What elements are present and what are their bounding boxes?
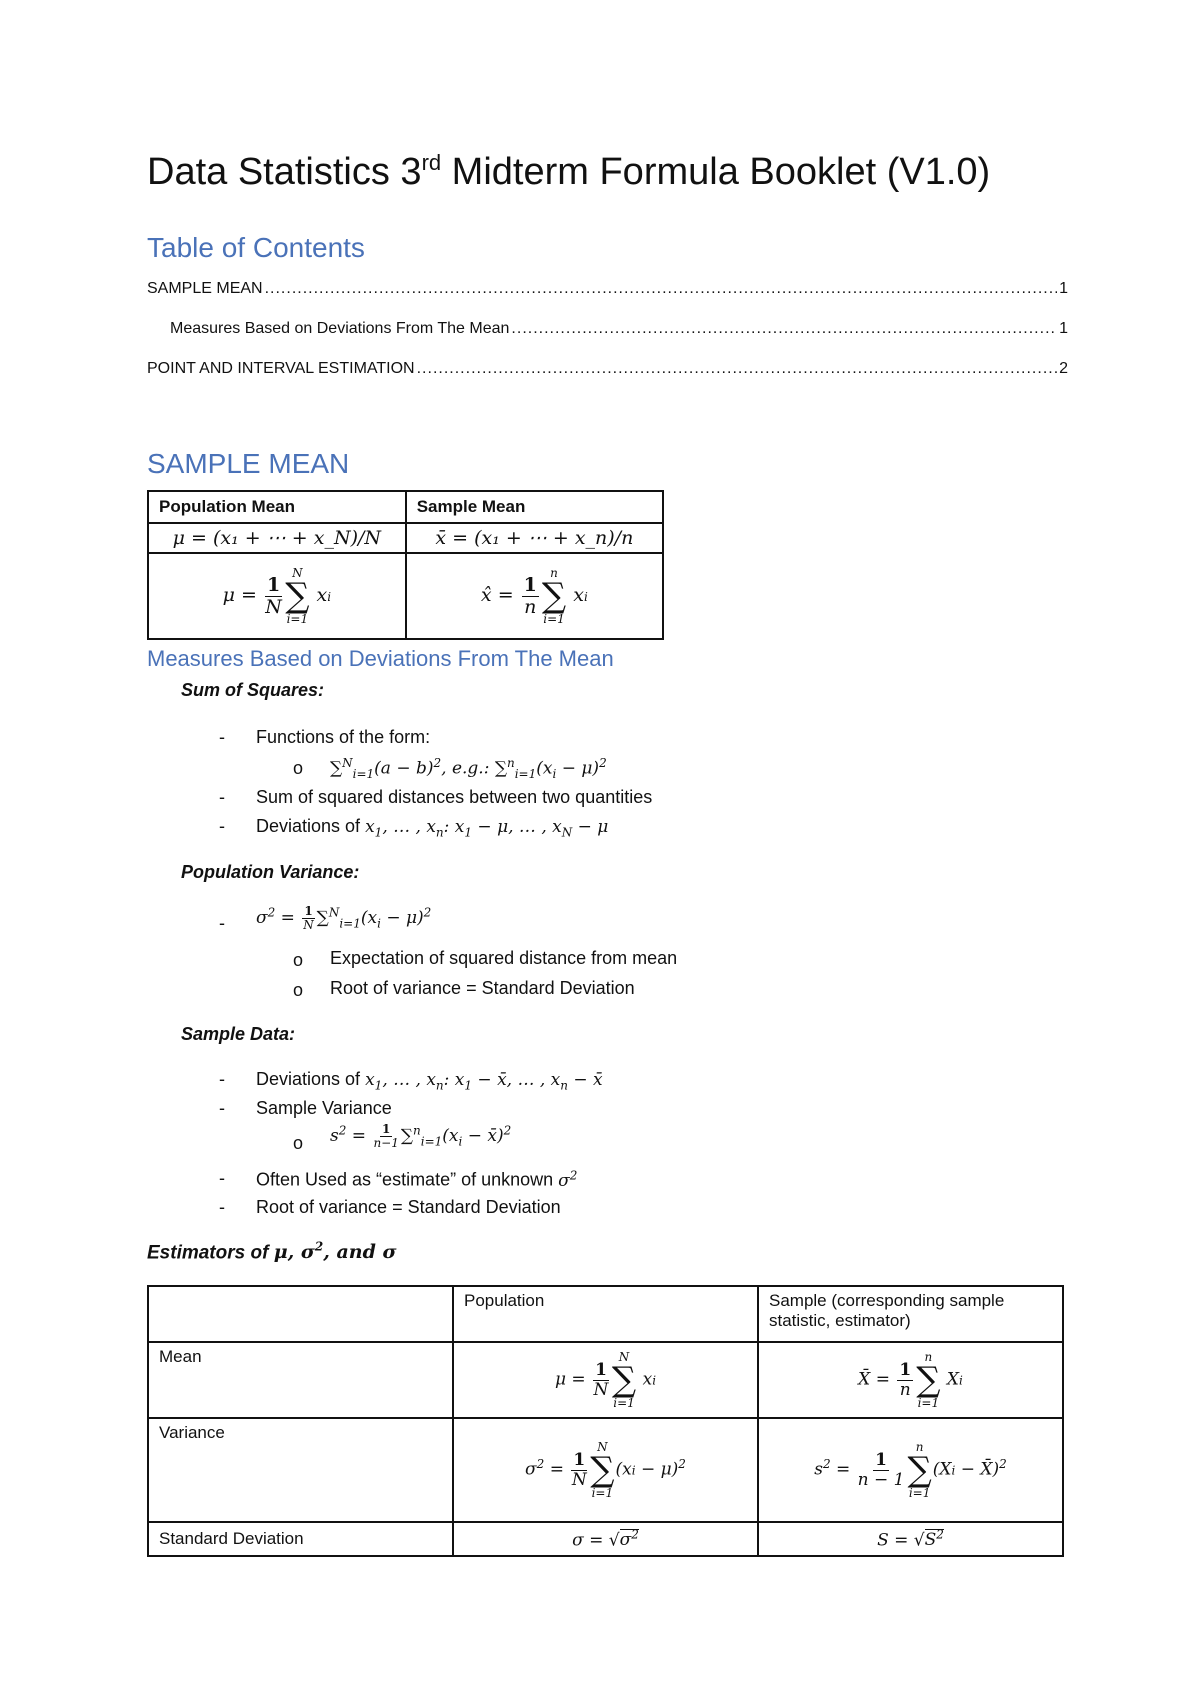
toc-entry-sample-mean[interactable]: SAMPLE MEAN ..... 1 xyxy=(147,280,1068,298)
sd-item-deviations: Deviations of $x_1$, … , $x_n$: $x_1$ − x̄, … , $x_n$ − x̄ xyxy=(256,1069,603,1093)
estimator-sample-mean: X̄ = $\frac{1}{n}$ n ∑ i=1 Xi xyxy=(758,1342,1063,1418)
sd-item-sample-variance: Sample Variance xyxy=(256,1098,392,1118)
ss-item-deviations: Deviations of $x_1$, … , $x_n$: $x_1 - \mu$, … , $x_N - \mu$ xyxy=(256,816,609,840)
estimators-row-sd: Standard Deviation xyxy=(148,1522,453,1556)
estimator-sample-variance: $s^2$ = $\frac{1}{n - 1}$ n ∑ i=1 (Xi − X̄)$^2$ xyxy=(758,1418,1063,1522)
estimator-sample-sd: $S = √S^2$ xyxy=(758,1522,1063,1556)
sd-item-estimate: Often Used as “estimate” of unknown $\sigma^2$ xyxy=(256,1168,578,1191)
estimators-row-mean: Mean xyxy=(148,1342,453,1418)
sum-of-squares-heading: Sum of Squares: xyxy=(181,680,325,700)
ss-item-squared-distances: Sum of squared distances between two quantities xyxy=(256,787,653,807)
population-mean-formula: μ = (x₁ + ⋯ + x_N)/N xyxy=(148,523,406,553)
sample-mean-sum-formula: x̂ = $\frac{1}{n}$ n ∑ i=1 xi xyxy=(406,553,663,639)
bullet-dash: - xyxy=(219,1069,225,1089)
estimators-header-population: Population xyxy=(453,1286,758,1342)
estimators-heading: Estimators of μ, $\sigma^2$, and σ xyxy=(147,1240,397,1264)
bullet-o: o xyxy=(293,758,304,778)
ss-item-functions: Functions of the form: xyxy=(256,727,431,747)
mean-table-header-sample: Sample Mean xyxy=(406,491,663,523)
sd-item-root: Root of variance = Standard Deviation xyxy=(256,1197,561,1217)
sample-data-heading: Sample Data: xyxy=(181,1024,296,1044)
estimator-population-variance: $\sigma^2$ = $\frac{1}{N}$ N ∑ i=1 (xi − μ)$^2$ xyxy=(453,1418,758,1522)
bullet-dash: - xyxy=(219,1168,225,1188)
bullet-o: o xyxy=(293,950,304,970)
estimators-corner-cell xyxy=(148,1286,453,1342)
document-title: Data Statistics 3rd Midterm Formula Booklet (V1.0) xyxy=(147,150,991,193)
toc-entry-deviations[interactable]: Measures Based on Deviations From The Mean ..... 1 xyxy=(170,320,1068,338)
mean-table xyxy=(147,490,664,640)
toc-heading: Table of Contents xyxy=(147,232,365,263)
sample-mean-formula: x̄ = (x₁ + ⋯ + x_n)/n xyxy=(406,523,663,553)
bullet-o: o xyxy=(293,980,304,1000)
bullet-dash: - xyxy=(219,787,225,807)
bullet-dash: - xyxy=(219,816,225,836)
estimators-row-variance: Variance xyxy=(148,1418,453,1522)
population-variance-heading: Population Variance: xyxy=(181,862,360,882)
population-mean-sum-formula: μ = $\frac{1}{N}$ N ∑ i=1 xi xyxy=(148,553,406,639)
population-variance-formula: $\sigma^2$ = $\frac{1}{N}$ $\sum^N_{i=1}(x_i - \mu)^2$ xyxy=(256,904,432,933)
estimators-header-sample: Sample (corresponding sample statistic, estimator) xyxy=(758,1286,1063,1342)
toc-entry-estimation[interactable]: POINT AND INTERVAL ESTIMATION ..... 2 xyxy=(147,360,1068,378)
bullet-dash: - xyxy=(219,1197,225,1217)
sample-variance-formula: $s^2$ = $\frac{1}{n-1}$ $\sum^n_{i=1}(x_i$ − x̄)$^2$ xyxy=(330,1122,512,1151)
mean-table-header-population: Population Mean xyxy=(148,491,406,523)
bullet-dash: - xyxy=(219,727,225,747)
bullet-dash: - xyxy=(219,1098,225,1118)
bullet-o: o xyxy=(293,1133,304,1153)
estimators-table xyxy=(147,1285,1064,1557)
estimator-population-sd: $\sigma = √\sigma^2$ xyxy=(453,1522,758,1556)
ss-formula: $\sum^N_{i=1}(a - b)^2$, e.g.: $\sum^n_{i=1}(x_i - \mu)^2$ xyxy=(330,756,607,782)
bullet-dash: - xyxy=(219,913,225,933)
pv-item-root: Root of variance = Standard Deviation xyxy=(330,978,635,998)
section-heading-deviations: Measures Based on Deviations From The Mean xyxy=(147,646,614,671)
section-heading-sample-mean: SAMPLE MEAN xyxy=(147,448,350,479)
pv-item-expectation: Expectation of squared distance from mean xyxy=(330,948,678,968)
estimator-population-mean: μ = $\frac{1}{N}$ N ∑ i=1 xi xyxy=(453,1342,758,1418)
